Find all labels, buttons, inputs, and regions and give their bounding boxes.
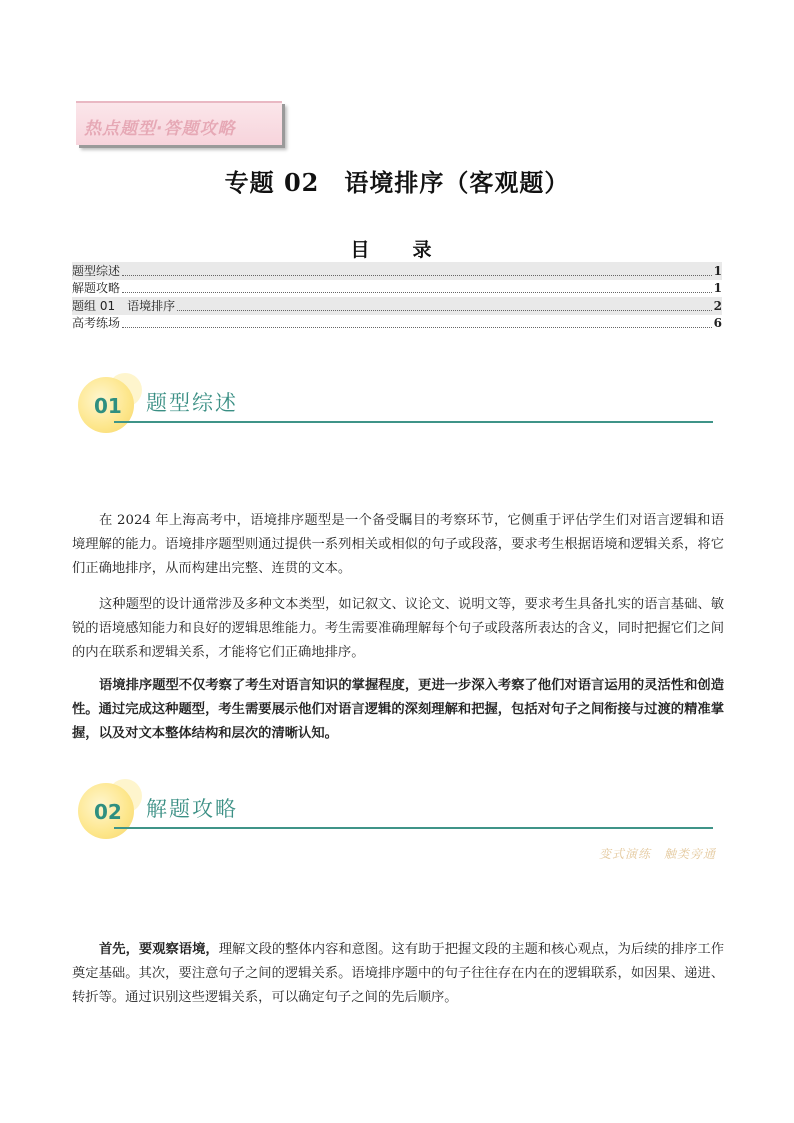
paragraph-body: 理解文段的整体内容和意图。这有助于把握文段的主题和核心观点，为后续的排序工作奠定基础。其次，要注意句子之间的逻辑关系。语境排序题中的句子往往存在内在的逻辑联系，如因果、递进、转折等。通过识别这些逻辑关系，可以确定句子之间的先后顺序。 bbox=[72, 942, 725, 1005]
page-title: 专题 02 语境排序（客观题） bbox=[224, 168, 570, 197]
toc-item[interactable] bbox=[72, 280, 722, 298]
section-tagline: 变式演练 触类旁通 bbox=[598, 847, 716, 861]
section-divider bbox=[114, 827, 713, 829]
banner-text: 热点题型·答题攻略 bbox=[84, 119, 236, 139]
toc-item-label: 题组 01 语境排序 bbox=[72, 298, 176, 313]
paragraph: 在 2024 年上海高考中，语境排序题型是一个备受瞩目的考察环节，它侧重于评估学生们对语言逻辑和语境理解的能力。语境排序题型则通过提供一系列相关或相似的句子或段落，要求考生根据语境和逻辑关系，将它们正确地排序，从而构建出完整、连贯的文本。 bbox=[72, 513, 724, 576]
section-title: 解题攻略 bbox=[146, 797, 238, 821]
toc-leader bbox=[122, 327, 712, 328]
toc-item-page: 1 bbox=[713, 263, 722, 278]
toc-leader bbox=[177, 310, 712, 311]
section-header-strategy bbox=[78, 779, 713, 839]
section-number: 02 bbox=[94, 800, 122, 824]
toc-item[interactable] bbox=[72, 297, 722, 315]
paragraph-emphasis: 语境排序题型不仅考察了考生对语言知识的掌握程度，更进一步深入考察了他们对语言运用的灵活性和创造性。通过完成这种题型，考生需要展示他们对语言逻辑的深刻理解和把握，包括对句子之间衔接与过渡的精准掌握，以及对文本整体结构和层次的清晰认知。 bbox=[72, 678, 724, 741]
section-number: 01 bbox=[94, 394, 122, 418]
toc-item-page: 2 bbox=[713, 298, 722, 313]
toc-item[interactable] bbox=[72, 262, 722, 280]
header-banner bbox=[76, 101, 282, 145]
paragraph-lead: 首先，要观察语境， bbox=[99, 942, 219, 957]
toc-item[interactable] bbox=[72, 315, 722, 333]
section-divider bbox=[114, 421, 713, 423]
toc-leader bbox=[122, 292, 712, 293]
toc-item-page: 6 bbox=[713, 316, 722, 330]
table-of-contents bbox=[72, 262, 722, 332]
toc-item-label: 高考练场 bbox=[72, 316, 121, 330]
toc-heading: 目 录 bbox=[350, 239, 444, 261]
toc-item-page: 1 bbox=[713, 281, 722, 295]
paragraph: 这种题型的设计通常涉及多种文本类型，如记叙文、议论文、说明文等，要求考生具备扎实的语言基础、敏锐的语境感知能力和良好的逻辑思维能力。考生需要准确理解每个句子或段落所表达的含义，同时把握它们之间的内在联系和逻辑关系，才能将它们正确地排序。 bbox=[72, 597, 724, 660]
toc-item-label: 题型综述 bbox=[72, 263, 121, 278]
paragraph bbox=[72, 938, 724, 1010]
toc-leader bbox=[122, 275, 712, 276]
section-title: 题型综述 bbox=[146, 391, 238, 415]
section-header-overview bbox=[78, 373, 713, 433]
toc-item-label: 解题攻略 bbox=[72, 281, 121, 295]
